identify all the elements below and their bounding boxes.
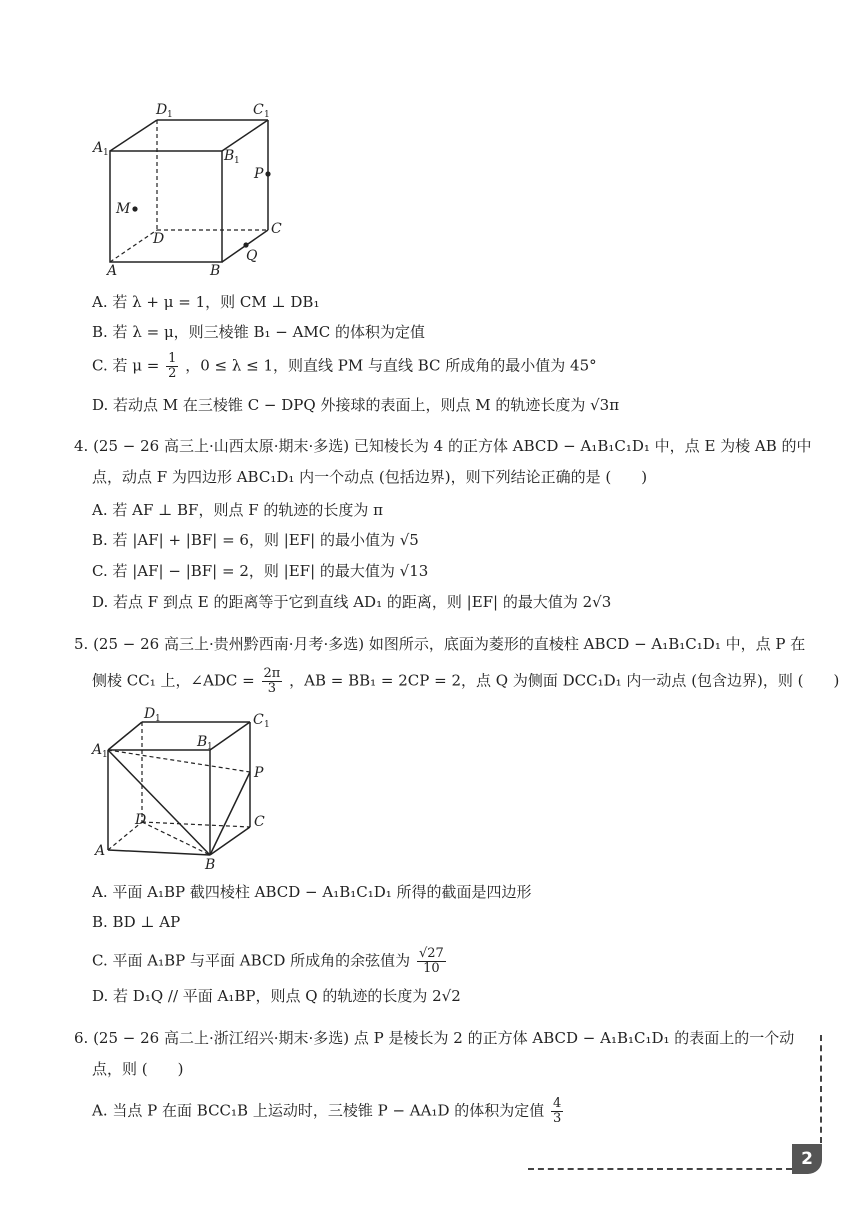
svg-text:1: 1 — [264, 720, 270, 730]
svg-text:1: 1 — [264, 110, 270, 120]
fraction: $\frac{2\pi}{3}$ — [263, 666, 281, 696]
label-D1: D — [156, 102, 168, 118]
label-D1: D — [144, 706, 156, 722]
q3-option-c: C. 若 μ = $\frac{1}{2}$ ，0 ≤ λ ≤ 1，则直线 PM 与直线 BC 所成角的最小值为 45° — [92, 351, 597, 381]
q6-stem-line2: 点，则 ( ) — [92, 1060, 184, 1078]
label-C: C — [254, 814, 265, 830]
fraction: $\frac{√27}{10}$ — [418, 946, 444, 976]
q4-option-c: C. 若 |AF| − |BF| = 2，则 |EF| 的最大值为 √13 — [92, 562, 429, 580]
label-M: M — [116, 201, 131, 217]
prism-figure-2 — [90, 702, 290, 872]
q3-option-a: A. 若 λ + μ = 1，则 CM ⊥ DB₁ — [92, 293, 320, 311]
page-number: 2 — [792, 1144, 822, 1174]
label-B: B — [205, 857, 216, 872]
q3-option-b: B. 若 λ = μ，则三棱锥 B₁ − AMC 的体积为定值 — [92, 323, 426, 341]
fraction: $\frac{1}{2}$ — [168, 351, 177, 381]
q6-stem-line1: 6. (25 − 26 高二上·浙江绍兴·期末·多选) 点 P 是棱长为 2 的正方体 ABCD − A₁B₁C₁D₁ 的表面上的一个动 — [74, 1029, 795, 1047]
q5-stem-line1: 5. (25 − 26 高三上·贵州黔西南·月考·多选) 如图所示，底面为菱形的直棱柱 ABCD − A₁B₁C₁D₁ 中，点 P 在 — [74, 635, 806, 653]
label-C1: C — [253, 102, 264, 118]
q4-option-a: A. 若 AF ⊥ BF，则点 F 的轨迹的长度为 π — [92, 501, 384, 519]
dashed-border-horizontal — [528, 1168, 792, 1170]
q4-stem-line1: 4. (25 − 26 高三上·山西太原·期末·多选) 已知棱长为 4 的正方体 ABCD − A₁B₁C₁D₁ 中，点 E 为棱 AB 的中 — [74, 437, 812, 455]
q5-option-d: D. 若 D₁Q // 平面 A₁BP，则点 Q 的轨迹的长度为 2√2 — [92, 987, 461, 1005]
q5-option-a: A. 平面 A₁BP 截四棱柱 ABCD − A₁B₁C₁D₁ 所得的截面是四边形 — [92, 883, 532, 901]
svg-text:1: 1 — [207, 742, 213, 752]
q4-option-d: D. 若点 F 到点 E 的距离等于它到直线 AD₁ 的距离，则 |EF| 的最大值为 2√3 — [92, 593, 612, 611]
cube-figure-1 — [90, 96, 300, 281]
label-A: A — [107, 263, 118, 279]
label-D: D — [135, 812, 147, 828]
svg-text:1: 1 — [167, 110, 173, 120]
q4-stem-line2: 点，动点 F 为四边形 ABC₁D₁ 内一个动点 (包括边界)，则下列结论正确的是 ( ) — [92, 468, 648, 486]
label-B1: B — [197, 734, 208, 750]
label-C1: C — [253, 712, 264, 728]
label-Q: Q — [246, 248, 258, 264]
dashed-border-vertical — [820, 1035, 822, 1143]
label-P: P — [254, 765, 264, 781]
q6-option-a: A. 当点 P 在面 BCC₁B 上运动时，三棱锥 P − AA₁D 的体积为定值 $\frac{4}{3}$ — [92, 1096, 562, 1126]
q3-option-d: D. 若动点 M 在三棱锥 C − DPQ 外接球的表面上，则点 M 的轨迹长度为 √3π — [92, 396, 620, 414]
label-A1: A — [93, 140, 104, 156]
q4-option-b: B. 若 |AF| + |BF| = 6，则 |EF| 的最小值为 √5 — [92, 531, 419, 549]
q5-option-b: B. BD ⊥ AP — [92, 913, 181, 931]
fraction: $\frac{4}{3}$ — [553, 1096, 562, 1126]
label-A1: A — [92, 742, 103, 758]
svg-text:1: 1 — [103, 148, 109, 158]
label-B1: B — [224, 148, 235, 164]
svg-text:1: 1 — [102, 750, 108, 760]
label-A: A — [95, 843, 106, 859]
label-P: P — [254, 166, 264, 182]
svg-text:1: 1 — [155, 714, 161, 724]
label-B: B — [210, 263, 221, 279]
q5-stem-line2: 侧棱 CC₁ 上，∠ADC = $\frac{2\pi}{3}$ ，AB = BB₁ = 2CP = 2，点 Q 为侧面 DCC₁D₁ 内一动点 (包含边界)，则 ( ) — [92, 666, 840, 696]
label-C: C — [271, 221, 282, 237]
q5-option-c: C. 平面 A₁BP 与平面 ABCD 所成角的余弦值为 $\frac{√27}{10}$ — [92, 946, 444, 976]
svg-text:1: 1 — [234, 156, 240, 166]
label-D: D — [153, 231, 165, 247]
